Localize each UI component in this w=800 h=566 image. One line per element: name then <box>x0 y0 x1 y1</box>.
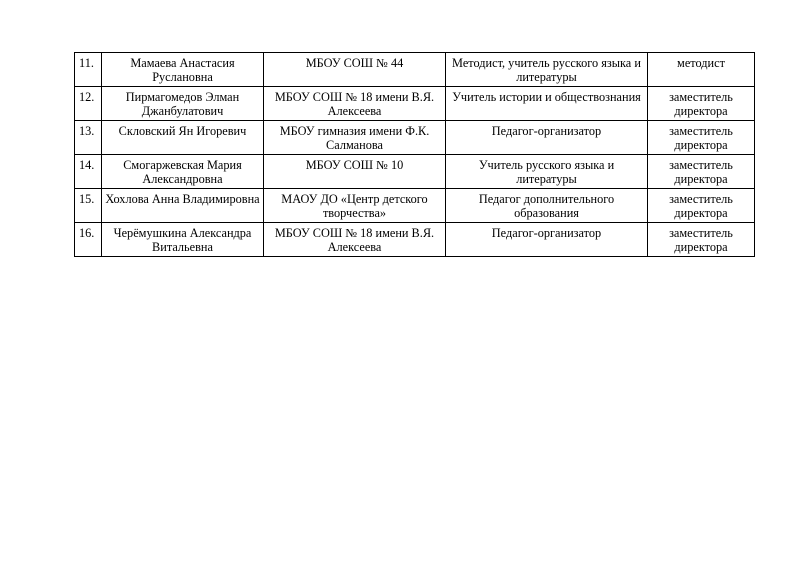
row-number: 12. <box>75 87 102 121</box>
organization: МБОУ СОШ № 18 имени В.Я. Алексеева <box>264 223 446 257</box>
person-name: Черёмушкина Александра Витальевна <box>102 223 264 257</box>
organization: МБОУ СОШ № 44 <box>264 53 446 87</box>
table-row <box>75 121 755 155</box>
row-number: 13. <box>75 121 102 155</box>
table-row <box>75 155 755 189</box>
row-number: 15. <box>75 189 102 223</box>
person-name: Мамаева Анастасия Руслановна <box>102 53 264 87</box>
job-position: Педагог-организатор <box>446 121 648 155</box>
role: заместитель директора <box>648 189 755 223</box>
organization: МБОУ СОШ № 18 имени В.Я. Алексеева <box>264 87 446 121</box>
person-name: Скловский Ян Игоревич <box>102 121 264 155</box>
row-number: 16. <box>75 223 102 257</box>
table-row <box>75 223 755 257</box>
staff-table <box>74 52 755 257</box>
table-row <box>75 87 755 121</box>
organization: МБОУ гимназия имени Ф.К. Салманова <box>264 121 446 155</box>
row-number: 14. <box>75 155 102 189</box>
table-row <box>75 53 755 87</box>
row-number: 11. <box>75 53 102 87</box>
role: заместитель директора <box>648 155 755 189</box>
organization: МАОУ ДО «Центр детского творчества» <box>264 189 446 223</box>
person-name: Пирмагомедов Элман Джанбулатович <box>102 87 264 121</box>
job-position: Учитель истории и обществознания <box>446 87 648 121</box>
role: методист <box>648 53 755 87</box>
person-name: Смогаржевская Мария Александровна <box>102 155 264 189</box>
organization: МБОУ СОШ № 10 <box>264 155 446 189</box>
job-position: Методист, учитель русского языка и литературы <box>446 53 648 87</box>
role: заместитель директора <box>648 121 755 155</box>
role: заместитель директора <box>648 87 755 121</box>
role: заместитель директора <box>648 223 755 257</box>
job-position: Учитель русского языка и литературы <box>446 155 648 189</box>
person-name: Хохлова Анна Владимировна <box>102 189 264 223</box>
table-row <box>75 189 755 223</box>
job-position: Педагог дополнительного образования <box>446 189 648 223</box>
job-position: Педагог-организатор <box>446 223 648 257</box>
